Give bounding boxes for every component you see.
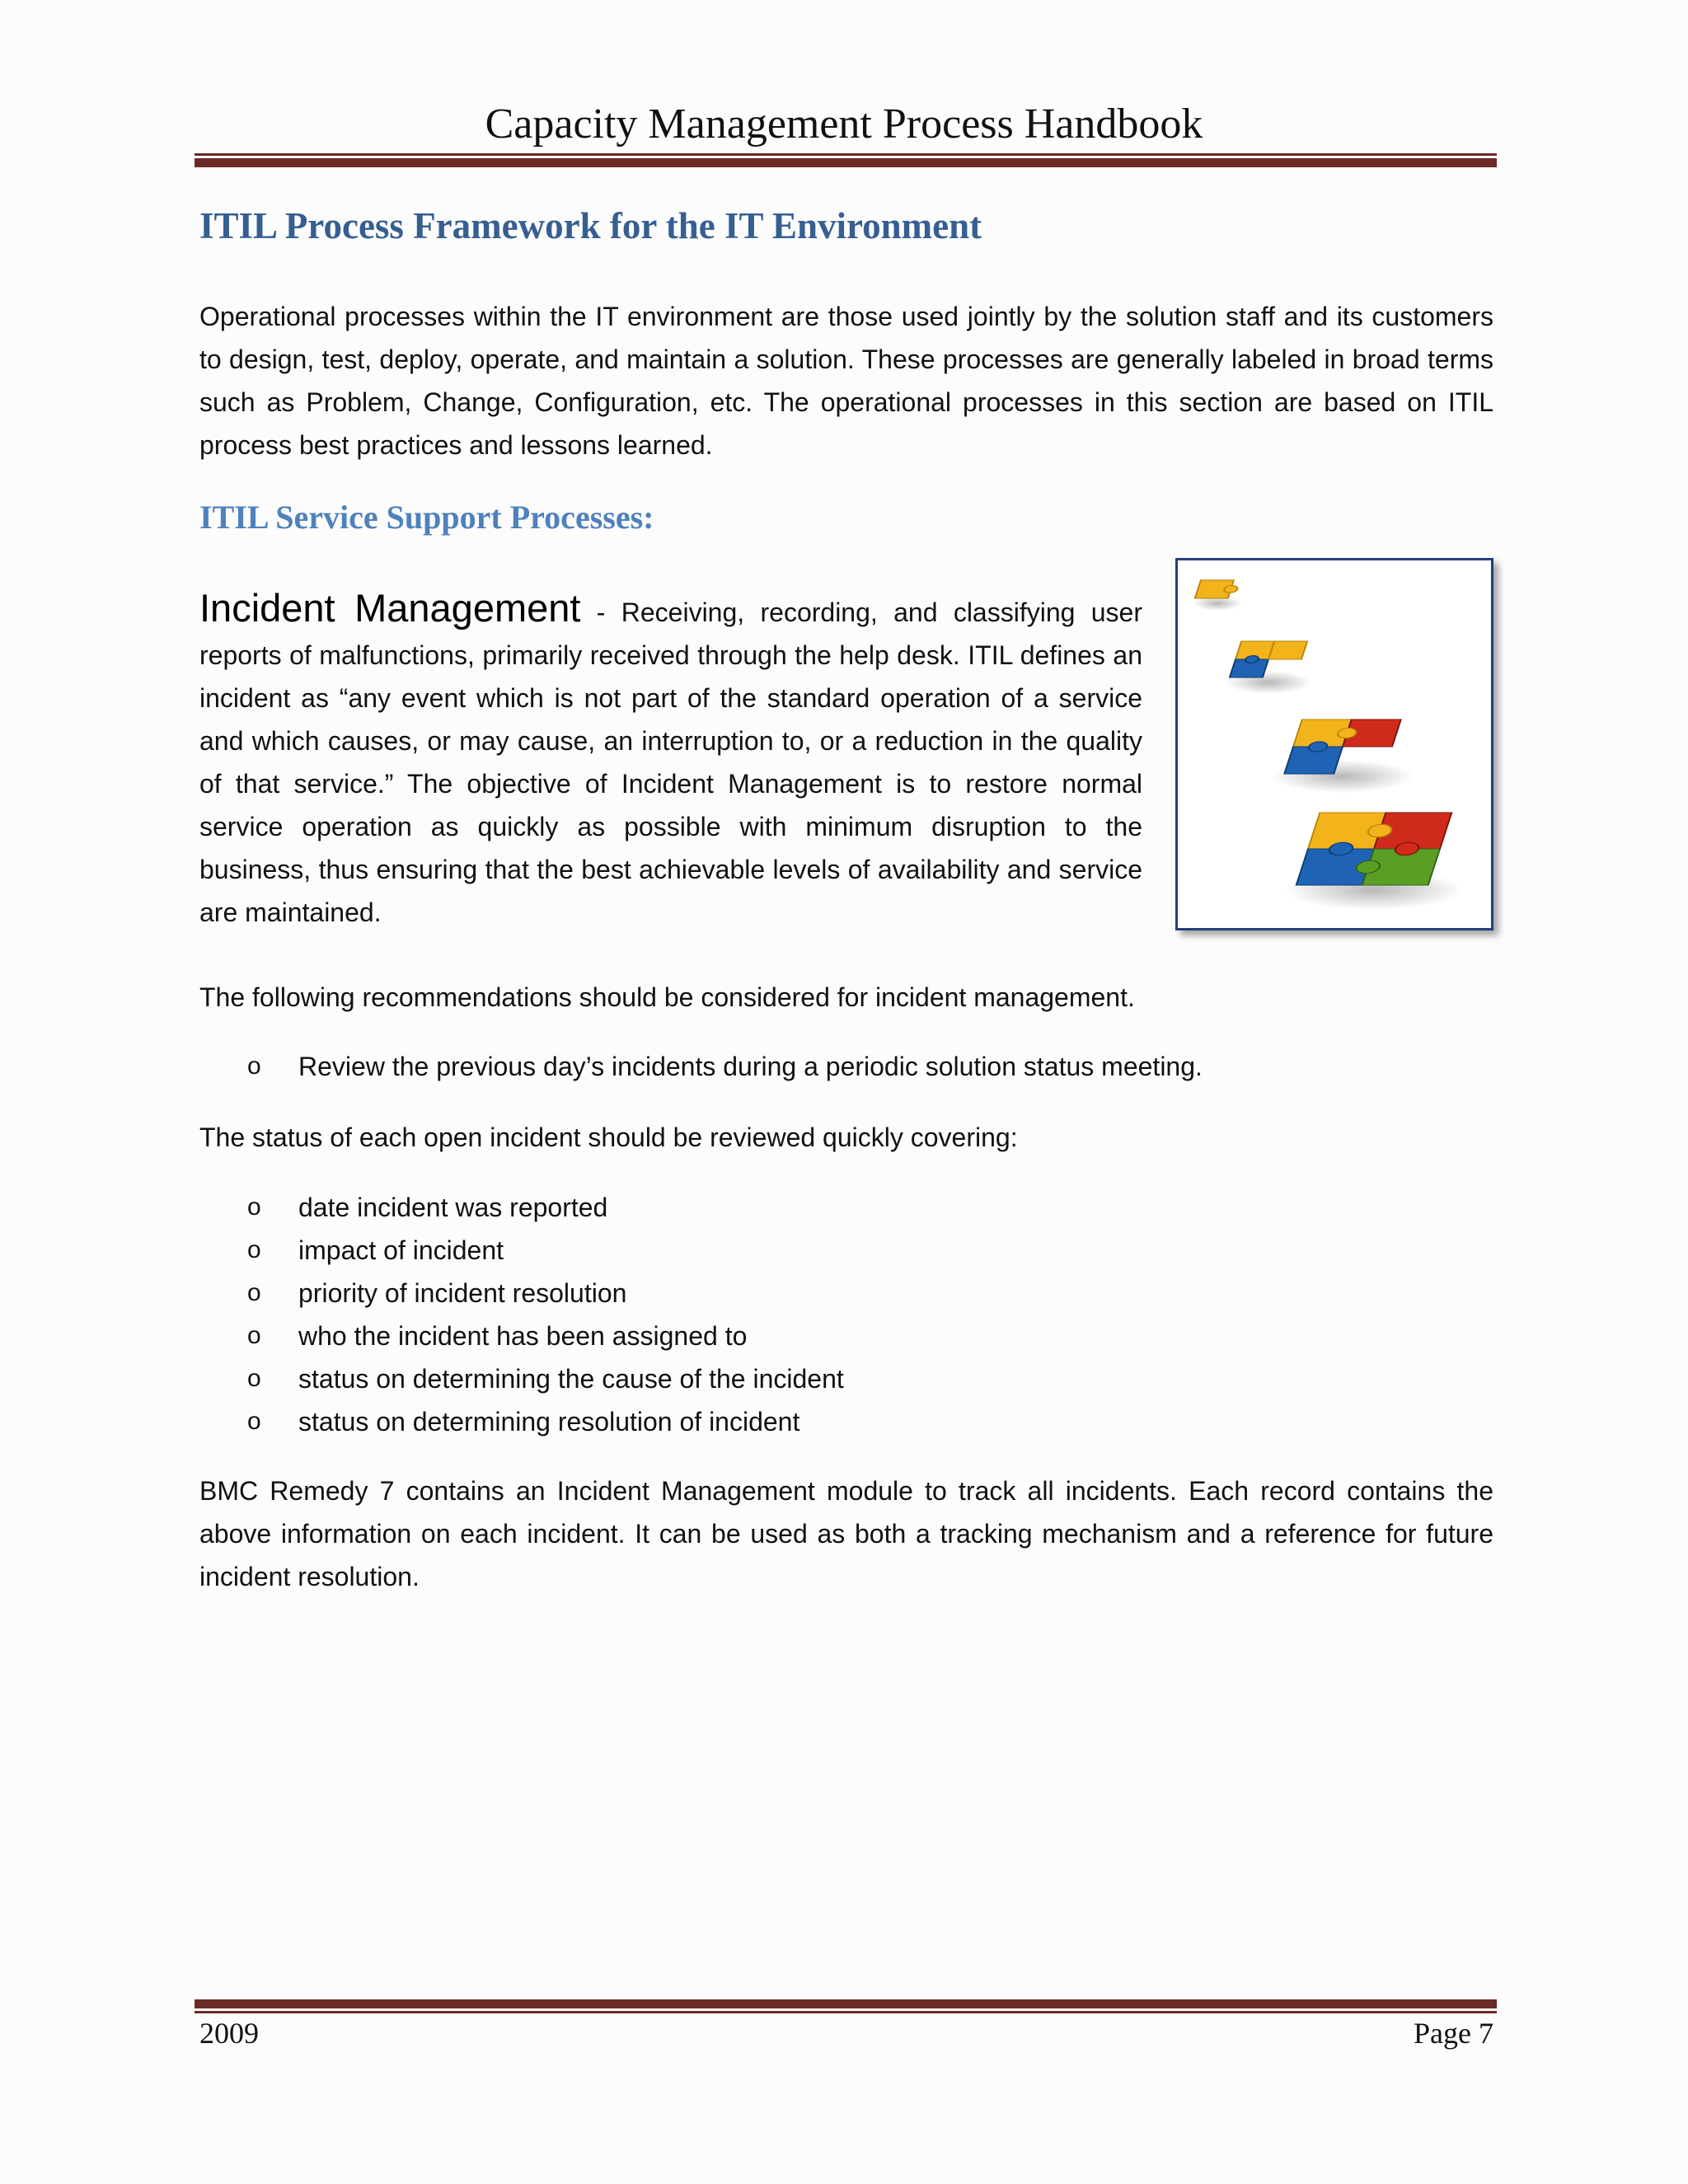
- header-rule-thin: [195, 153, 1497, 156]
- bullet-circle-icon: o: [247, 1365, 261, 1392]
- footer-page-number: Page 7: [1414, 2017, 1493, 2050]
- bullet-circle-icon: o: [247, 1408, 261, 1435]
- subsection-heading: ITIL Service Support Processes:: [199, 499, 654, 536]
- page-header-title: Capacity Management Process Handbook: [485, 101, 1203, 148]
- list-item-text: impact of incident: [298, 1235, 504, 1265]
- list-item: [247, 1315, 844, 1357]
- bullet-circle-icon: o: [247, 1193, 261, 1221]
- section-heading: ITIL Process Framework for the IT Environment: [199, 205, 982, 246]
- list-item-text: Review the previous day’s incidents during a periodic solution status meeting.: [298, 1052, 1203, 1081]
- list-item: [247, 1400, 844, 1443]
- puzzle-group-4: [1296, 813, 1452, 885]
- puzzle-pieces-illustration: [1178, 560, 1491, 928]
- list-item: [247, 1357, 844, 1400]
- list-item: [247, 1272, 844, 1315]
- intro-paragraph: Operational processes within the IT environment are those used jointly by the solution staff and its customers to design, test, deploy, operate, and maintain a solution. These processes are generally labeled in broad terms such as Problem, Change, Configuration, etc. The operational processes in this section are based on ITIL process best practices and lessons learned.: [199, 302, 1493, 460]
- incident-management-title: Incident Management: [199, 586, 581, 630]
- bullet-circle-icon: o: [247, 1236, 261, 1263]
- list-item-text: status on determining the cause of the incident: [298, 1364, 844, 1394]
- recommendations-intro: The following recommendations should be considered for incident management.: [199, 982, 1135, 1012]
- incident-management-paragraph: [199, 587, 1142, 934]
- status-review-list: [247, 1186, 844, 1443]
- header-rule-thick: [195, 158, 1497, 167]
- incident-management-description: - Receiving, recording, and classifying user reports of malfunctions, primarily received through the help desk. ITIL defines an incident as “any event which is not part of the standard operation of a service and which causes, or may cause, an interruption to, or a reduction in the quality of that service.” The objective of Incident Management is to restore normal service operation as quickly as possible with minimum disruption to the business, thus ensuring that the best achievable levels of availability and service are maintained.: [199, 598, 1143, 927]
- recommendations-list: [247, 1045, 1203, 1088]
- bullet-circle-icon: o: [247, 1279, 261, 1306]
- list-item: [247, 1229, 844, 1272]
- bullet-circle-icon: o: [247, 1052, 261, 1080]
- list-item: [247, 1186, 844, 1229]
- footer-year: 2009: [199, 2017, 259, 2050]
- status-review-intro: The status of each open incident should be reviewed quickly covering:: [199, 1122, 1018, 1152]
- footer-rule-thin: [195, 2011, 1497, 2013]
- list-item-text: who the incident has been assigned to: [298, 1321, 748, 1351]
- closing-paragraph: BMC Remedy 7 contains an Incident Management module to track all incidents. Each record contains the above information on each incident. It can be used as both a tracking mechanism and a reference for future incident resolution.: [199, 1476, 1493, 1591]
- list-item-text: status on determining resolution of incident: [298, 1407, 800, 1436]
- puzzle-pieces-figure: [1175, 558, 1493, 930]
- list-item: [247, 1045, 1203, 1088]
- list-item-text: priority of incident resolution: [298, 1278, 627, 1308]
- list-item-text: date incident was reported: [298, 1193, 608, 1222]
- bullet-circle-icon: o: [247, 1322, 261, 1349]
- puzzle-group-1: [1195, 580, 1240, 598]
- footer-rule-thick: [195, 1999, 1497, 2008]
